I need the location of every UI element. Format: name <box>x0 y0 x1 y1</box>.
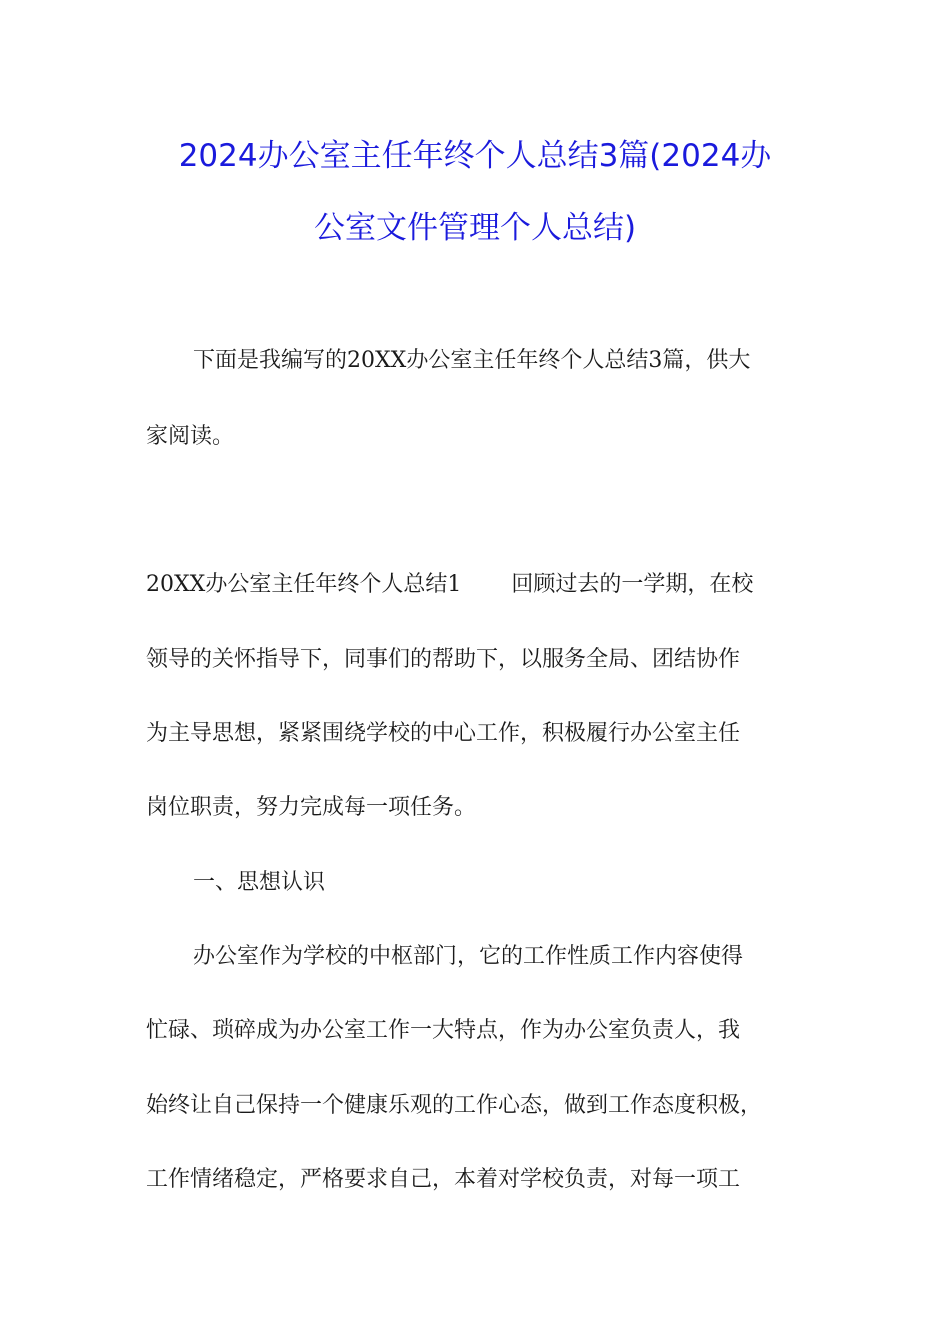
document-title-line-2: 公室文件管理个人总结) <box>313 210 637 246</box>
intro-line: 下面是我编写的20XX办公室主任年终个人总结3篇，供大 <box>193 348 751 373</box>
section-heading: 20XX办公室主任年终个人总结1 <box>146 572 462 597</box>
paragraph-line: 始终让自己保持一个健康乐观的工作心态，做到工作态度积极， <box>146 1093 763 1118</box>
paragraph-line: 办公室作为学校的中枢部门，它的工作性质工作内容使得 <box>193 944 744 969</box>
paragraph-line: 忙碌、琐碎成为办公室工作一大特点，作为办公室负责人，我 <box>146 1018 741 1043</box>
paragraph-line: 岗位职责，努力完成每一项任务。 <box>146 795 477 820</box>
paragraph-line: 为主导思想，紧紧围绕学校的中心工作，积极履行办公室主任 <box>146 721 741 746</box>
document-title-line-1: 2024办公室主任年终个人总结3篇(2024办 <box>178 138 772 174</box>
paragraph-line: 领导的关怀指导下，同事们的帮助下，以服务全局、团结协作 <box>146 647 741 672</box>
section-first-line <box>146 571 753 599</box>
intro-line: 家阅读。 <box>146 424 235 449</box>
section-first-line-text: 回顾过去的一学期，在校 <box>511 572 754 597</box>
subheading: 一、思想认识 <box>193 870 326 895</box>
paragraph-line: 工作情绪稳定，严格要求自己，本着对学校负责，对每一项工 <box>146 1167 741 1192</box>
